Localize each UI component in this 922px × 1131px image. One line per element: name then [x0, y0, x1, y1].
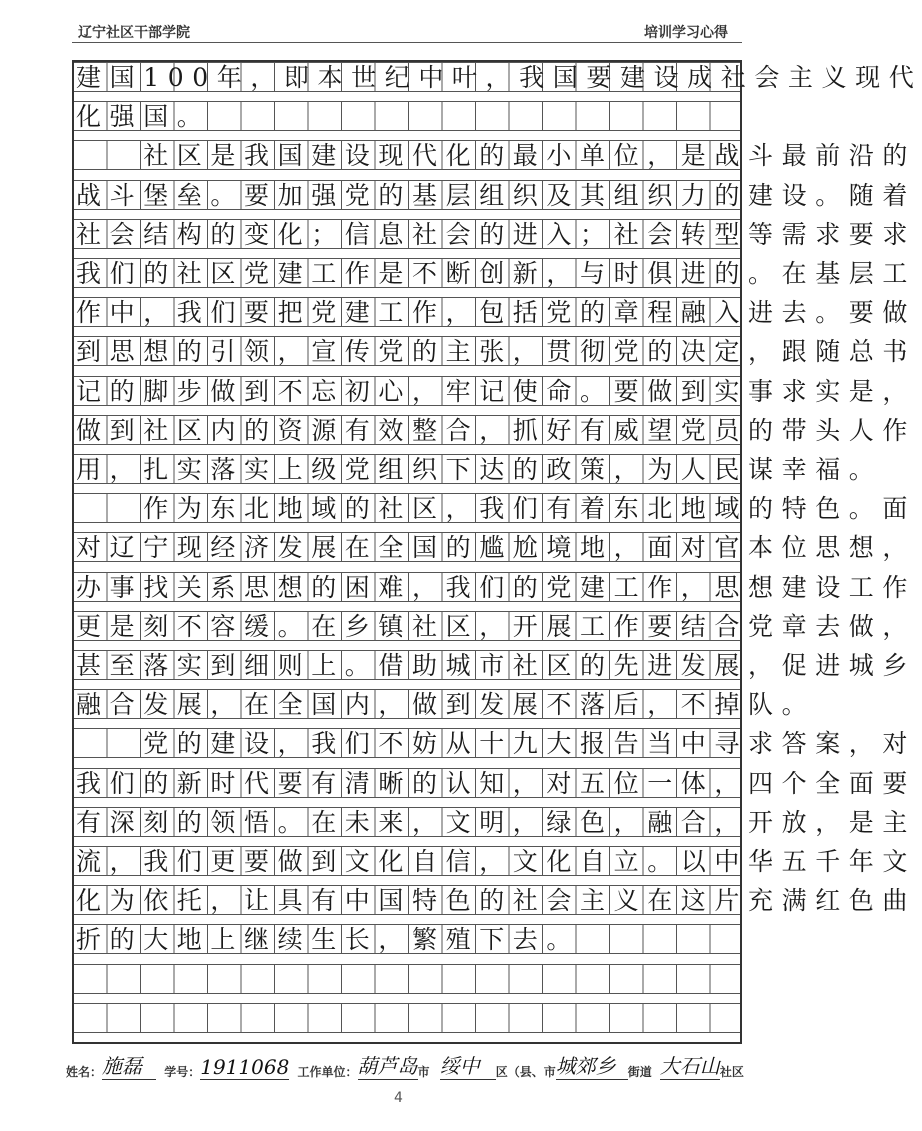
handwritten-line: 化为依托，让具有中国特色的社会主义在这片充满红色曲	[76, 886, 917, 916]
handwritten-line: 社会结构的变化；信息社会的进入；社会转型等需求要求	[76, 219, 917, 249]
grid-row	[74, 219, 917, 249]
community-label: 社区	[719, 1065, 744, 1079]
handwritten-line: 用，扎实落实上级党组织下达的政策，为人民谋幸福。	[76, 455, 883, 484]
handwritten-line: 甚至落实到细则上。借助城市社区的先进发展，促进城乡	[76, 651, 917, 680]
college-name: 辽宁社区干部学院	[78, 25, 190, 41]
grid-row	[74, 964, 740, 994]
handwritten-line: 社区是我国建设现代化的最小单位，是战斗最前沿的	[76, 141, 917, 171]
grid-row	[74, 768, 917, 798]
handwritten-line: 到思想的引领，宣传党的主张，贯彻党的决定，跟随总书	[76, 337, 917, 367]
community-value: 大石山	[660, 1050, 720, 1080]
handwritten-line: 作中，我们要把党建工作，包括党的章程融入进去。要做	[76, 298, 917, 328]
handwritten-line: 做到社区内的资源有效整合，抓好有威望党员的带头人作	[76, 415, 917, 445]
manuscript-grid	[72, 60, 922, 1044]
handwritten-line: 我们的新时代要有清晰的认知，对五位一体，四个全面要	[76, 768, 917, 798]
street-value: 城郊乡	[556, 1050, 628, 1080]
handwritten-line: 建国100年，即本世纪中叶，我国要建设成社会主义现代	[76, 63, 922, 92]
grid-row	[74, 885, 917, 916]
handwritten-line: 我们的社区党建工作是不断创新，与时俱进的。在基层工	[76, 259, 917, 288]
document-title: 培训学习心得	[644, 25, 728, 41]
city-value: 葫芦岛	[358, 1050, 418, 1080]
student-id-label: 学号：	[164, 1065, 201, 1079]
handwritten-line: 融合发展，在全国内，做到发展不落后，不掉队。	[76, 690, 816, 720]
grid-row	[74, 62, 922, 92]
handwritten-line: 记的脚步做到不忘初心，牢记使命。要做到实事求实是，	[76, 376, 917, 406]
grid-row	[74, 807, 917, 837]
handwritten-line: 党的建设，我们不妨从十九大报告当中寻求答案，对	[76, 729, 917, 759]
work-unit-label: 工作单位：	[297, 1065, 358, 1079]
grid-row	[74, 572, 917, 602]
grid-row	[74, 140, 917, 171]
handwritten-line: 作为东北地域的社区，我们有着东北地域的特色。面	[76, 494, 917, 524]
grid-row	[74, 336, 917, 367]
grid-row	[74, 1003, 740, 1033]
handwritten-line: 对辽宁现经济发展在全国的尴尬境地，面对官本位思想，	[76, 533, 917, 563]
handwritten-line: 流，我们更要做到文化自信，文化自立。以中华五千年文	[76, 847, 917, 876]
student-id-value: 1911068	[200, 1055, 290, 1079]
grid-row	[74, 846, 917, 876]
grid-row	[74, 258, 917, 288]
author-info-footer	[66, 1050, 744, 1080]
grid-row	[74, 924, 740, 954]
district-value: 绥中	[440, 1050, 496, 1080]
handwritten-line: 有深刻的领悟。在未来，文明，绿色，融合，开放，是主	[76, 807, 917, 837]
handwritten-line	[74, 965, 742, 995]
grid-row	[74, 415, 917, 445]
grid-row	[74, 532, 917, 563]
name-label: 姓名：	[66, 1065, 103, 1079]
grid-row	[74, 493, 917, 524]
handwritten-line: 化强国。	[76, 102, 211, 132]
street-label: 街道	[627, 1065, 652, 1079]
grid-row	[74, 611, 917, 641]
grid-row	[74, 454, 883, 484]
grid-row	[74, 297, 917, 328]
handwritten-line	[74, 1004, 742, 1034]
grid-row	[74, 101, 740, 131]
grid-row	[74, 376, 917, 406]
grid-row	[74, 180, 917, 210]
district-label: 区（县、市	[495, 1065, 556, 1079]
city-label: 市	[417, 1065, 430, 1079]
handwritten-line: 战斗堡垒。要加强党的基层组织及其组织力的建设。随着	[76, 180, 917, 210]
name-value: 施磊	[102, 1050, 156, 1080]
grid-row	[74, 650, 917, 680]
grid-row	[74, 689, 816, 720]
handwritten-line: 折的大地上继续生长，繁殖下去。	[76, 925, 581, 955]
handwritten-line: 办事找关系思想的困难，我们的党建工作，思想建设工作	[76, 572, 917, 602]
header-divider	[72, 42, 742, 43]
page-mark: 4	[394, 1090, 403, 1106]
handwritten-line: 更是刻不容缓。在乡镇社区，开展工作要结合党章去做，	[76, 611, 917, 641]
grid-row	[74, 728, 917, 759]
